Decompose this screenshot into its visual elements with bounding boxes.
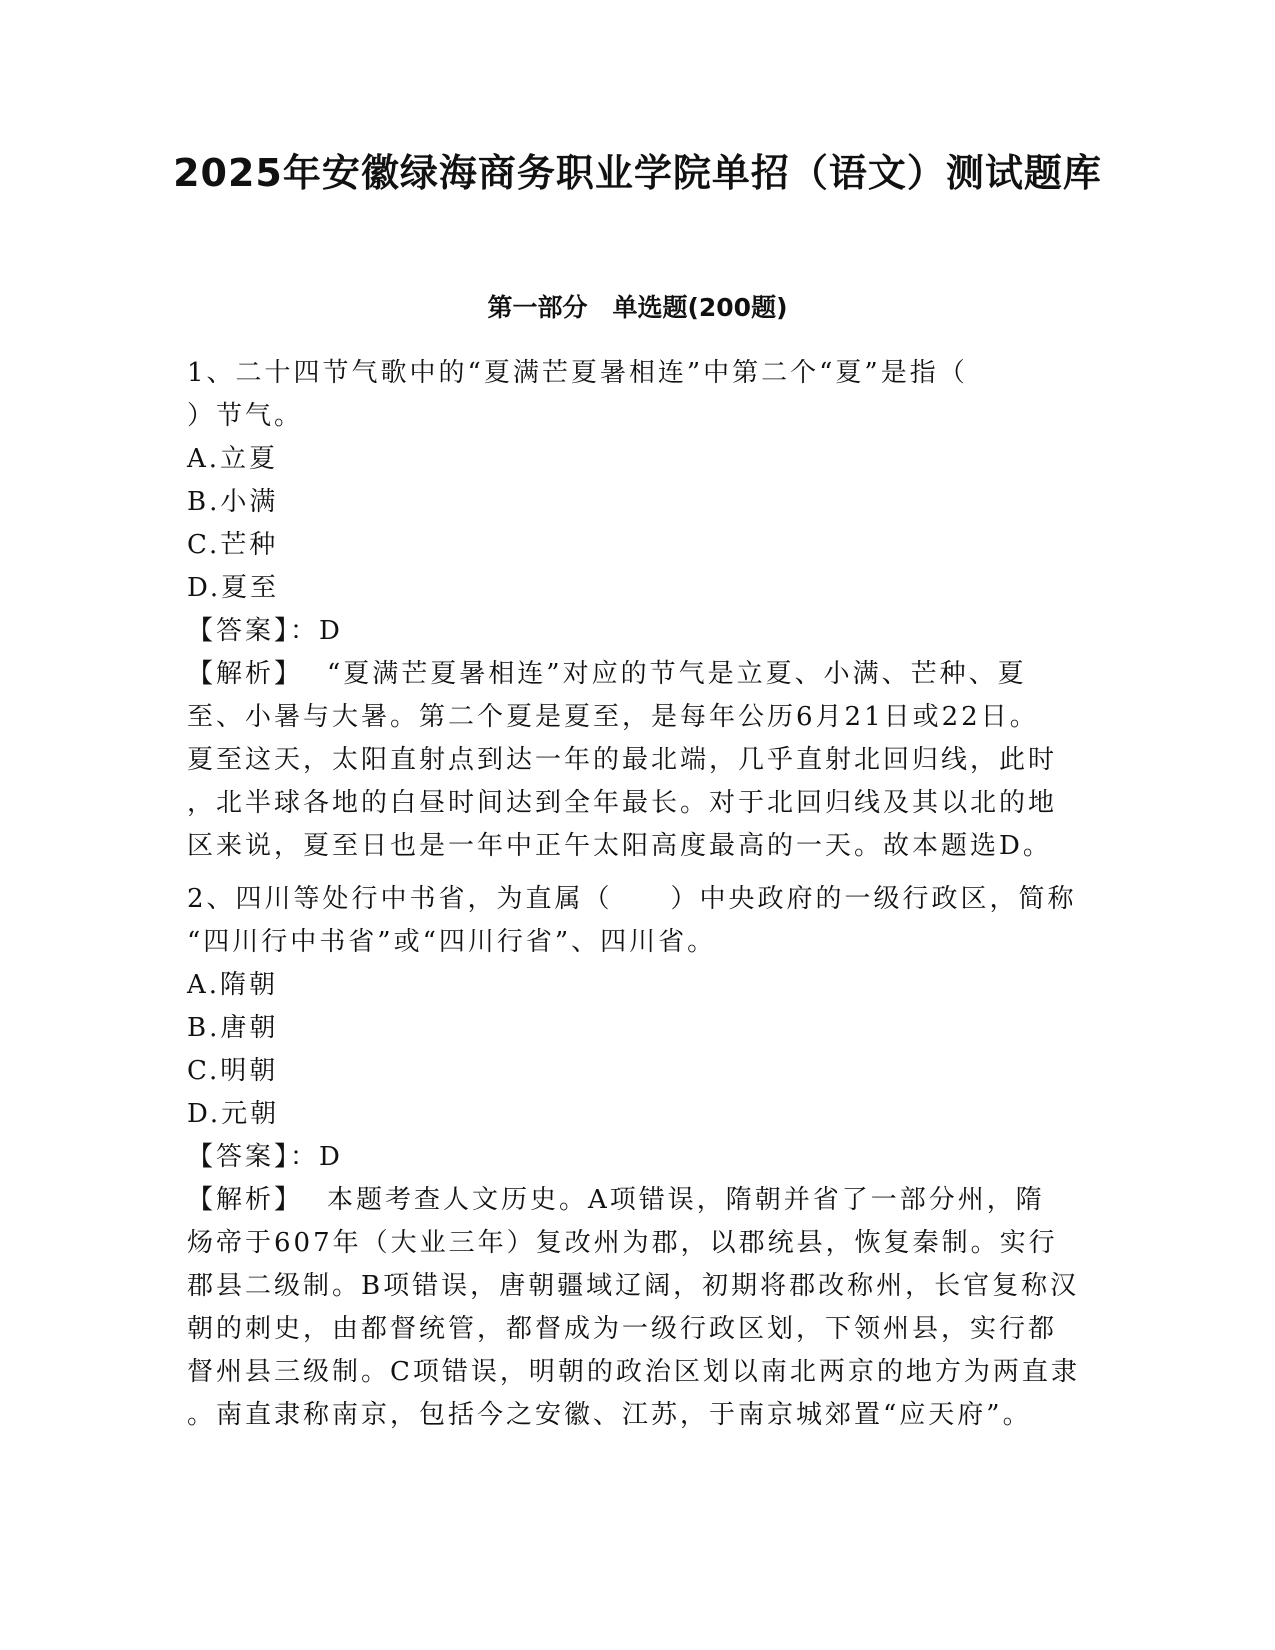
analysis-text: ，北半球各地的白昼时间达到全年最长。对于北回归线及其以北的地 — [187, 788, 1058, 818]
question-stem-line: 2、四川等处行中书省，为直属（ ）中央政府的一级行政区，简称 — [187, 884, 1077, 914]
answer-value: D — [319, 1142, 343, 1172]
answer-label: 【答案】： — [187, 616, 320, 646]
question-stem-line: “四川行中书省”或“四川行省”、四川省。 — [187, 927, 717, 957]
analysis-text: 。南直隶称南京，包括今之安徽、江苏，于南京城郊置“应天府”。 — [187, 1400, 1032, 1430]
question-list — [187, 352, 1087, 1447]
question-1 — [187, 352, 1087, 868]
analysis-text: 朝的刺史，由都督统管，都督成为一级行政区划，下领州县，实行都 — [187, 1314, 1058, 1344]
analysis-line — [187, 653, 1087, 696]
analysis-text: “夏满芒夏暑相连”对应的节气是立夏、小满、芒种、夏 — [327, 659, 1027, 689]
analysis-text: 至、小暑与大暑。第二个夏是夏至，是每年公历6月21日或22日。 — [187, 702, 1039, 732]
option-b: B.小满 — [187, 487, 279, 517]
option-d: D.夏至 — [187, 573, 280, 603]
analysis-label: 【解析】 — [187, 659, 304, 689]
section-title: 第一部分 单选题(200题) — [487, 293, 788, 322]
question-stem-line: 1、二十四节气歌中的“夏满芒夏暑相连”中第二个“夏”是指（ — [187, 358, 968, 388]
analysis-text: 督州县三级制。C项错误，明朝的政治区划以南北两京的地方为两直隶 — [187, 1357, 1080, 1387]
option-a: A.隋朝 — [187, 970, 279, 1000]
option-c: C.明朝 — [187, 1056, 279, 1086]
analysis-text: 本题考查人文历史。A项错误，隋朝并省了一部分州，隋 — [327, 1185, 1045, 1215]
answer-line — [187, 1136, 1087, 1179]
answer-line — [187, 610, 1087, 653]
option-a: A.立夏 — [187, 444, 279, 474]
analysis-text: 夏至这天，太阳直射点到达一年的最北端，几乎直射北回归线，此时 — [187, 745, 1058, 775]
document-title: 2025年安徽绿海商务职业学院单招（语文）测试题库 — [173, 151, 1102, 195]
analysis-text: 炀帝于607年（大业三年）复改州为郡，以郡统县，恢复秦制。实行 — [187, 1228, 1058, 1258]
question-2 — [187, 878, 1087, 1437]
answer-label: 【答案】： — [187, 1142, 320, 1172]
option-d: D.元朝 — [187, 1099, 280, 1129]
analysis-line — [187, 1179, 1087, 1222]
analysis-text: 郡县二级制。B项错误，唐朝疆域辽阔，初期将郡改称州，长官复称汉 — [187, 1271, 1080, 1301]
analysis-text: 区来说，夏至日也是一年中正午太阳高度最高的一天。故本题选D。 — [187, 831, 1052, 861]
option-c: C.芒种 — [187, 530, 279, 560]
option-b: B.唐朝 — [187, 1013, 279, 1043]
answer-value: D — [319, 616, 343, 646]
question-stem-line: ）节气。 — [187, 401, 304, 431]
analysis-label: 【解析】 — [187, 1185, 304, 1215]
